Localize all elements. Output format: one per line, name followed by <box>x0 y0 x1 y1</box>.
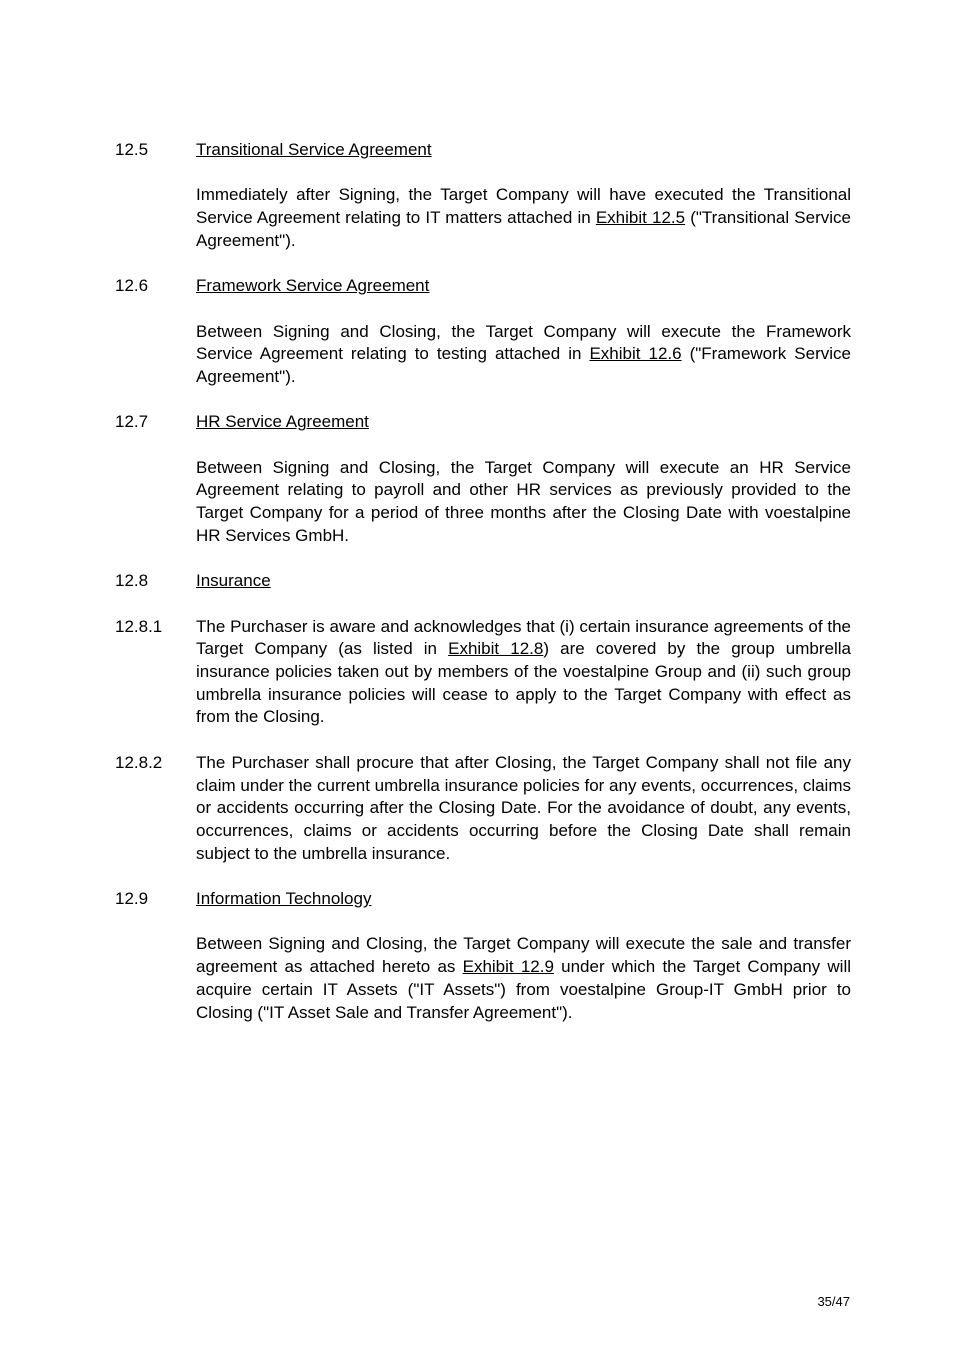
paragraph <box>196 321 851 389</box>
exhibit-reference: Exhibit 12.6 <box>589 344 682 364</box>
text: Between Signing and Closing, the Target Company will execute an HR Service Agreement relating to payroll and other HR services as previously provided to the Target Company for a period of three months after the Closing Date with voestalpine HR Services GmbH. <box>196 457 851 545</box>
text: ) are covered by the group umbrella insurance policies taken out by members of the voestalpine Group and (ii) such group umbrella insurance policies will cease to apply to the Target Company with effect as from the Closing. <box>196 639 851 727</box>
section-title: Insurance <box>196 571 271 591</box>
text: ("Transitional Service Agreement"). <box>196 208 851 250</box>
paragraph <box>196 933 851 1024</box>
section-number: 12.9 <box>115 889 149 909</box>
paragraph <box>196 184 851 252</box>
subsection <box>115 616 851 730</box>
section-heading <box>115 411 851 434</box>
exhibit-reference: Exhibit 12.9 <box>462 957 554 977</box>
text: ("Framework Service Agreement"). <box>196 344 851 386</box>
section-title: Transitional Service Agreement <box>196 140 432 159</box>
text: Immediately after Signing, the Target Company will have executed the Transitional Service Agreement relating to IT matters attached in <box>196 185 851 228</box>
section-title: HR Service Agreement <box>196 412 369 432</box>
section-title: Information Technology <box>196 889 372 909</box>
text: under which the Target Company will acquire certain IT Assets ("IT Assets") from voestalpine Group-IT GmbH prior to Closing ("IT Asset Sale and Transfer Agreement"). <box>196 957 851 1022</box>
exhibit-reference: Exhibit 12.5 <box>595 208 686 228</box>
text: Between Signing and Closing, the Target Company will execute the Framework Service Agreement relating to testing attached in <box>196 321 851 364</box>
section-heading <box>115 139 851 162</box>
section-heading <box>115 570 851 593</box>
section-title: Framework Service Agreement <box>196 276 430 296</box>
exhibit-reference: Exhibit 12.8 <box>448 639 544 659</box>
document-body <box>115 139 851 1047</box>
text: The Purchaser is aware and acknowledges that (i) certain insurance agreements of the Target Company (as listed in <box>196 616 851 659</box>
section-heading <box>115 888 851 911</box>
section-number: 12.7 <box>115 412 149 432</box>
page-number: 35/47 <box>817 1294 850 1309</box>
section-number: 12.6 <box>115 276 149 296</box>
text: Between Signing and Closing, the Target Company will execute the sale and transfer agreement as attached hereto as <box>196 934 851 977</box>
subsection-number: 12.8.1 <box>115 616 163 636</box>
subsection-number: 12.8.2 <box>115 752 163 772</box>
section-heading <box>115 275 851 298</box>
text: The Purchaser shall procure that after Closing, the Target Company shall not file any claim under the current umbrella insurance policies for any events, occurrences, claims or accidents occurring after the Closing Date. For the avoidance of doubt, any events, occurrences, claims or accidents occurring before the Closing Date shall remain subject to the umbrella insurance. <box>196 752 851 863</box>
section-number: 12.5 <box>115 140 149 159</box>
subsection <box>115 752 851 866</box>
section-number: 12.8 <box>115 571 149 591</box>
paragraph <box>196 457 851 548</box>
